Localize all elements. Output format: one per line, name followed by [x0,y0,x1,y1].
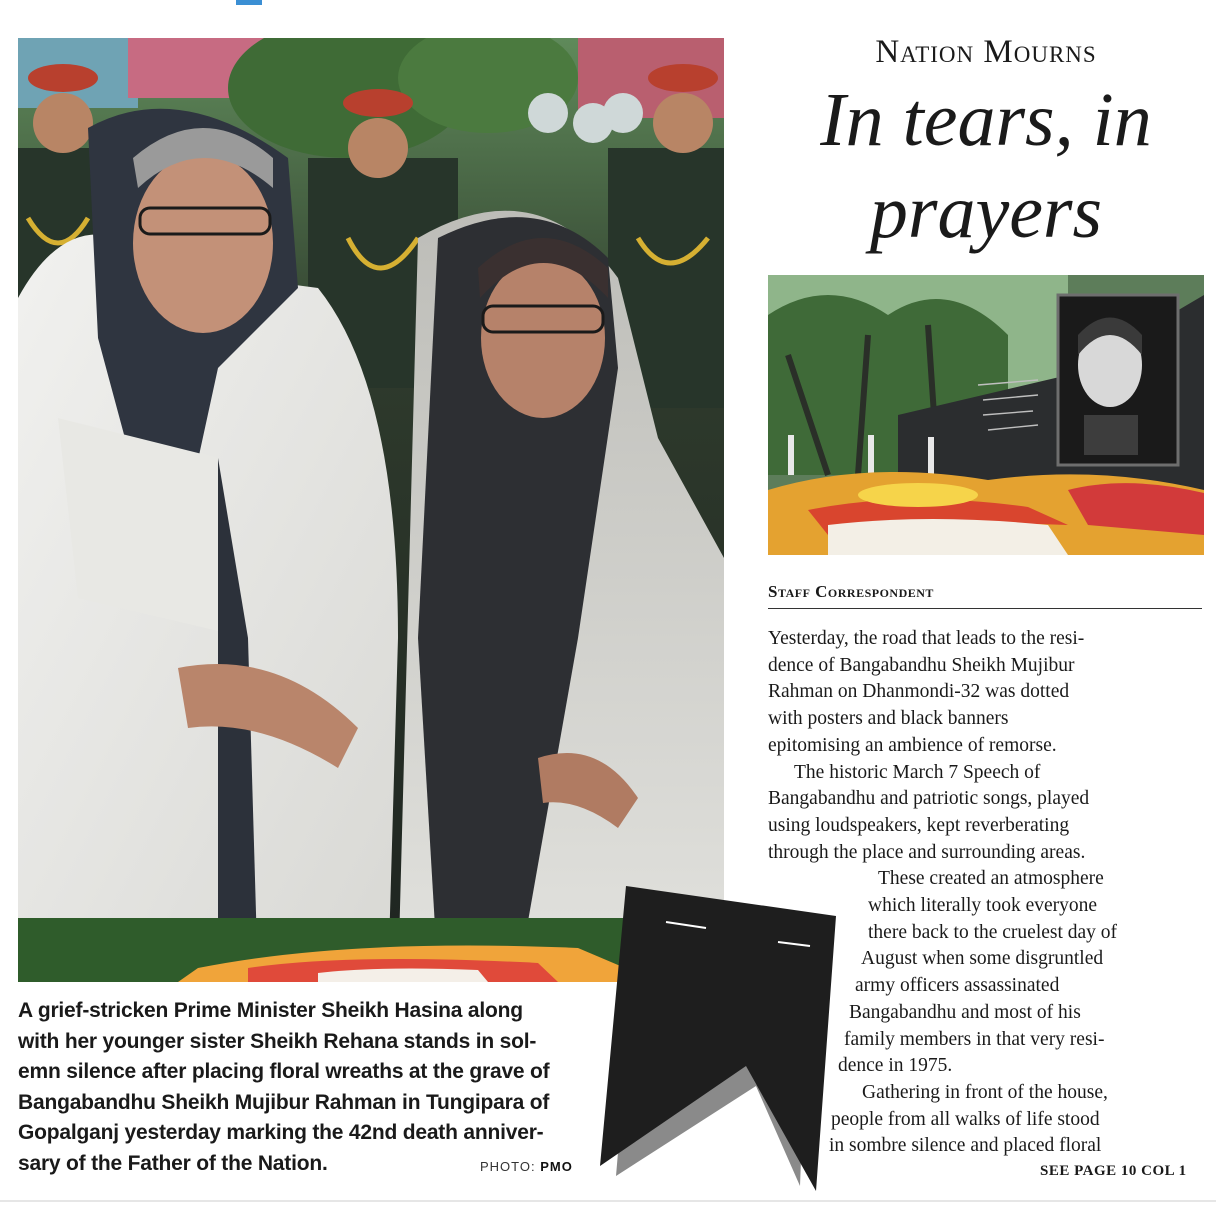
body-line: family members in that very resi- [844,1028,1105,1050]
body-line: which literally took everyone [868,895,1098,917]
top-bar [0,0,1216,6]
caption-line: Bangabandhu Sheikh Mujibur Rahman in Tungipara of [18,1090,550,1114]
body-line: dence in 1975. [838,1055,953,1077]
caption-line: sary of the Father of the Nation. [18,1151,328,1175]
body-line: there back to the cruelest day of [868,921,1118,943]
caption-line: A grief-stricken Prime Minister Sheikh Hasina along [18,999,523,1022]
headline-line-2: prayers [869,170,1103,254]
body-line: The historic March 7 Speech of [794,761,1041,783]
photo-credit-source: PMO [540,1159,573,1174]
body-line: Bangabandhu and most of his [849,1001,1081,1023]
body-line: using loudspeakers, kept reverberating [768,814,1070,836]
caption-line: emn silence after placing floral wreaths at the grave of [18,1060,550,1083]
caption-line: Gopalganj yesterday marking the 42nd death anniver- [18,1121,544,1144]
body-line: through the place and surrounding areas. [768,841,1086,863]
photo-credit [480,1159,573,1174]
body-line: dence of Bangabandhu Sheikh Mujibur [768,654,1075,676]
body-line: Gathering in front of the house, [862,1081,1108,1103]
main-photo [18,38,724,982]
kicker: Nation Mourns [875,34,1097,70]
body-line: people from all walks of life stood [831,1108,1100,1130]
byline: Staff Correspondent [768,582,1202,609]
body-line: Rahman on Dhanmondi-32 was dotted [768,681,1070,703]
continuation-note: SEE PAGE 10 COL 1 [1040,1163,1187,1179]
headline-line-1: In tears, in [820,78,1152,162]
body-line: in sombre silence and placed floral [829,1135,1102,1157]
body-line: Yesterday, the road that leads to the resi- [768,628,1085,649]
bottom-rule [0,1200,1216,1202]
body-line: These created an atmosphere [878,868,1104,890]
body-line: with posters and black banners [768,708,1009,730]
photo-credit-label: PHOTO: [480,1159,536,1174]
body-line: army officers assassinated [855,975,1060,997]
headline [770,74,1202,258]
article-body [768,626,1204,1160]
photo-caption [18,996,598,1179]
memorial-photo [768,275,1204,555]
body-line: epitomising an ambience of remorse. [768,734,1057,756]
caption-line: with her younger sister Sheikh Rehana stands in sol- [18,1029,537,1053]
body-line: Bangabandhu and patriotic songs, played [768,788,1090,810]
section-marker [236,0,262,5]
body-line: August when some disgruntled [861,948,1104,970]
